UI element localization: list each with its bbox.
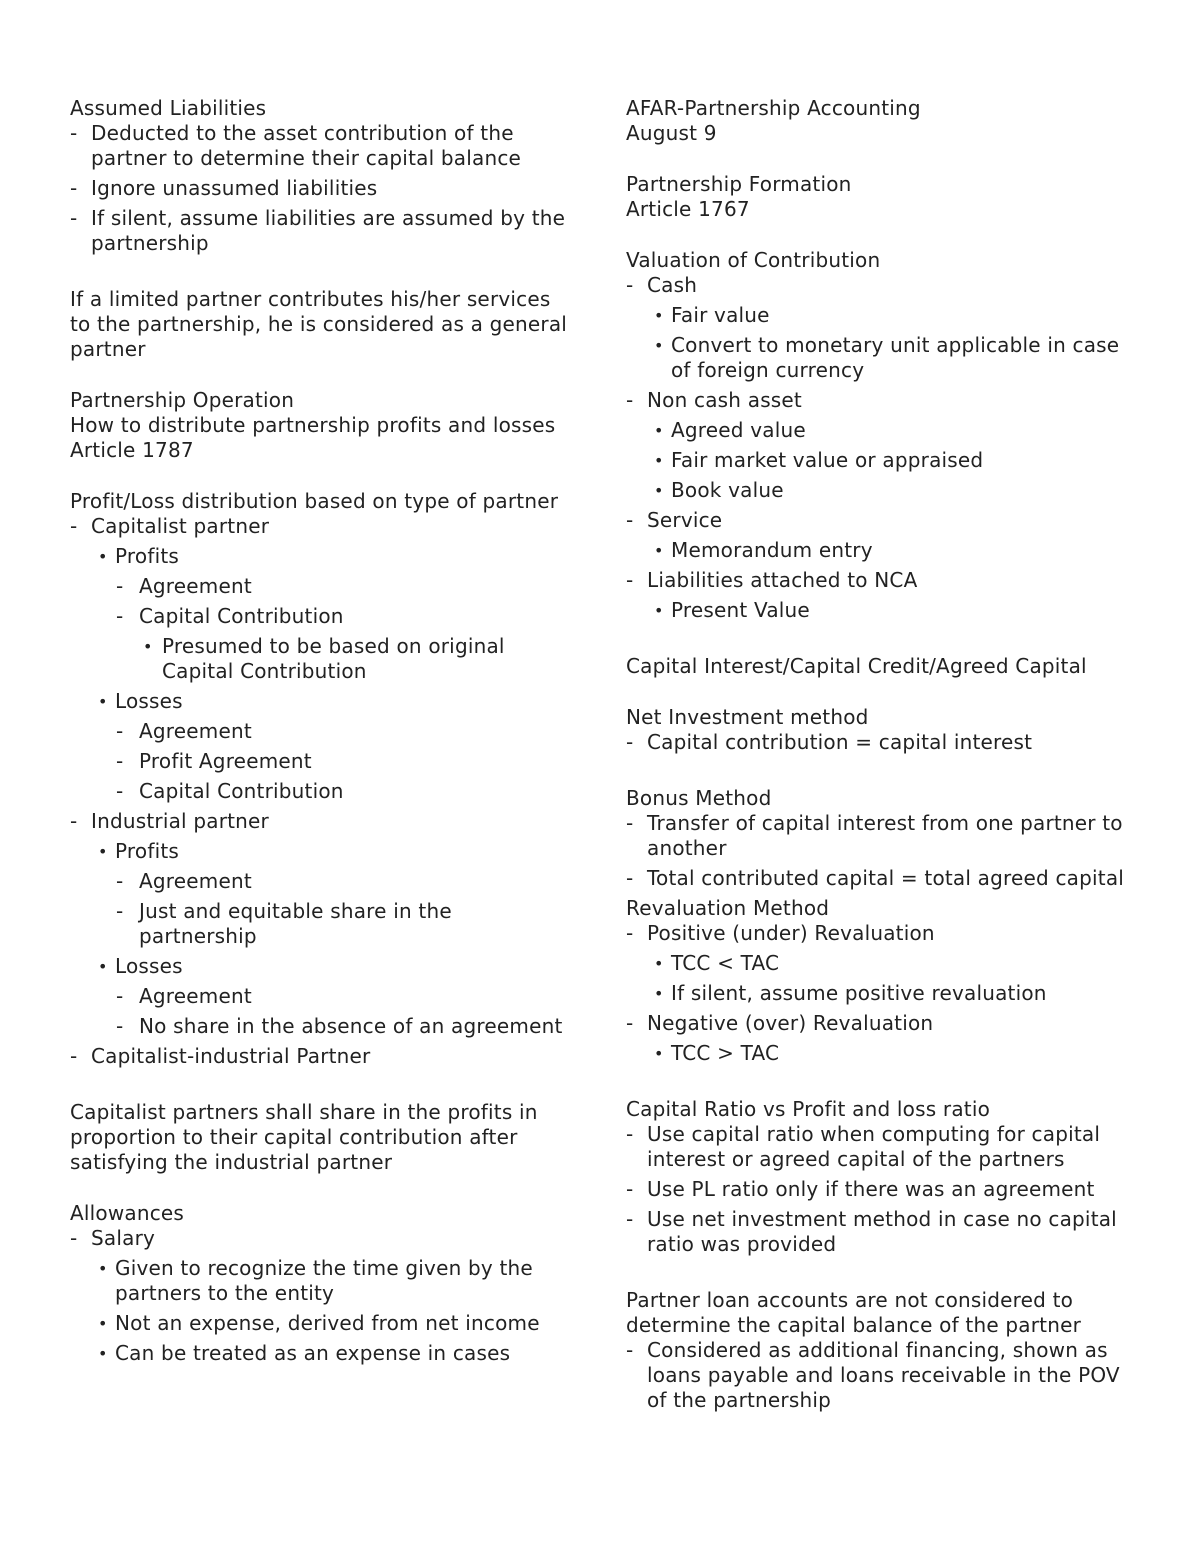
list-item-text: Memorandum entry [671, 538, 873, 562]
list-item-text: Agreement [139, 984, 252, 1008]
list-item-text: Use PL ratio only if there was an agreement [647, 1177, 1095, 1201]
dash-icon: - [116, 899, 124, 923]
dash-icon: - [70, 176, 78, 200]
list-item-text: TCC > TAC [671, 1041, 780, 1065]
list-item-text: Considered as additional financing, shown as loans payable and loans receivable in the POV of the partnership [647, 1338, 1120, 1412]
list-item-level-3 [70, 899, 570, 949]
paragraph: Partnership Formation [626, 172, 852, 196]
list-item-level-1 [626, 866, 1141, 891]
bullet-icon: • [654, 984, 664, 1003]
list-item-level-2 [70, 1341, 570, 1366]
list-item-text: Given to recognize the time given by the partners to the entity [115, 1256, 533, 1305]
dash-icon: - [116, 604, 124, 628]
list-item-level-1 [626, 388, 1141, 413]
paragraph: Bonus Method [626, 786, 772, 810]
dash-icon: - [116, 984, 124, 1008]
list-item-level-2 [626, 981, 1141, 1006]
list-item-level-1 [70, 1044, 570, 1069]
spacer [70, 362, 570, 388]
dash-icon: - [626, 866, 634, 890]
list-item-text: Use capital ratio when computing for capital interest or agreed capital of the partners [647, 1122, 1101, 1171]
right-column [626, 96, 1141, 1418]
list-item-level-1 [70, 514, 570, 539]
list-item-level-2 [70, 689, 570, 714]
list-item-level-2 [626, 333, 1141, 383]
bullet-icon: • [654, 481, 664, 500]
list-item-level-1 [70, 206, 570, 256]
dash-icon: - [70, 206, 78, 230]
list-item-text: Liabilities attached to NCA [647, 568, 918, 592]
spacer [70, 1074, 570, 1100]
paragraph: Profit/Loss distribution based on type of partner [70, 489, 559, 513]
list-item-text: Capitalist partner [91, 514, 270, 538]
dash-icon: - [626, 1122, 634, 1146]
list-item-level-1 [70, 1226, 570, 1251]
bullet-icon: • [98, 547, 108, 566]
spacer [626, 222, 1141, 248]
list-item-text: Use net investment method in case no capital ratio was provided [647, 1207, 1117, 1256]
list-item-text: Fair value [671, 303, 770, 327]
list-item-text: Can be treated as an expense in cases [115, 1341, 511, 1365]
bullet-icon: • [654, 954, 664, 973]
dash-icon: - [116, 749, 124, 773]
paragraph: If a limited partner contributes his/her services to the partnership, he is considered as a general partner [70, 287, 568, 361]
list-item-level-2 [70, 839, 570, 864]
bullet-icon: • [654, 451, 664, 470]
list-item-text: TCC < TAC [671, 951, 780, 975]
paragraph: Article 1787 [70, 438, 194, 462]
dash-icon: - [116, 779, 124, 803]
list-item-text: Book value [671, 478, 784, 502]
list-item-level-2 [626, 478, 1141, 503]
bullet-icon: • [98, 957, 108, 976]
list-item-text: Agreement [139, 719, 252, 743]
bullet-icon: • [654, 1044, 664, 1063]
spacer [626, 679, 1141, 705]
spacer [626, 628, 1141, 654]
list-item-level-4 [70, 634, 570, 684]
list-item-text: Salary [91, 1226, 156, 1250]
list-item-level-3 [70, 984, 570, 1009]
paragraph: Valuation of Contribution [626, 248, 881, 272]
list-item-text: If silent, assume positive revaluation [671, 981, 1047, 1005]
list-item-level-3 [70, 749, 570, 774]
list-item-text: Profits [115, 544, 179, 568]
paragraph: Net Investment method [626, 705, 869, 729]
bullet-icon: • [654, 421, 664, 440]
list-item-level-1 [626, 1207, 1141, 1257]
dash-icon: - [626, 1207, 634, 1231]
list-item-text: Not an expense, derived from net income [115, 1311, 540, 1335]
paragraph: Capitalist partners shall share in the profits in proportion to their capital contribution after satisfying the industrial partner [70, 1100, 538, 1174]
paragraph: August 9 [626, 121, 717, 145]
list-item-level-2 [626, 303, 1141, 328]
list-item-text: Capital contribution = capital interest [647, 730, 1033, 754]
spacer [70, 1175, 570, 1201]
list-item-text: Agreement [139, 869, 252, 893]
paragraph: How to distribute partnership profits and losses [70, 413, 556, 437]
paragraph: Partnership Operation [70, 388, 295, 412]
list-item-level-1 [626, 273, 1141, 298]
list-item-text: Capital Contribution [139, 604, 344, 628]
list-item-level-1 [626, 1338, 1141, 1413]
list-item-level-2 [626, 538, 1141, 563]
list-item-text: Cash [647, 273, 698, 297]
list-item-level-1 [626, 1122, 1141, 1172]
dash-icon: - [70, 514, 78, 538]
spacer [70, 463, 570, 489]
list-item-level-3 [70, 574, 570, 599]
dash-icon: - [626, 273, 634, 297]
paragraph: Article 1767 [626, 197, 750, 221]
list-item-text: Profit Agreement [139, 749, 312, 773]
list-item-level-1 [626, 1011, 1141, 1036]
list-item-text: Negative (over) Revaluation [647, 1011, 934, 1035]
list-item-level-2 [70, 544, 570, 569]
list-item-level-1 [626, 568, 1141, 593]
dash-icon: - [116, 719, 124, 743]
left-column [70, 96, 570, 1371]
list-item-level-1 [626, 811, 1141, 861]
list-item-text: Positive (under) Revaluation [647, 921, 935, 945]
list-item-text: Transfer of capital interest from one partner to another [647, 811, 1123, 860]
paragraph: Capital Interest/Capital Credit/Agreed Capital [626, 654, 1087, 678]
list-item-text: Presumed to be based on original Capital Contribution [162, 634, 505, 683]
dash-icon: - [116, 574, 124, 598]
paragraph: Revaluation Method [626, 896, 830, 920]
dash-icon: - [626, 508, 634, 532]
list-item-level-2 [626, 1041, 1141, 1066]
dash-icon: - [626, 568, 634, 592]
dash-icon: - [70, 809, 78, 833]
list-item-text: Convert to monetary unit applicable in case of foreign currency [671, 333, 1120, 382]
dash-icon: - [70, 1226, 78, 1250]
list-item-level-2 [70, 954, 570, 979]
list-item-level-1 [70, 121, 570, 171]
paragraph: Allowances [70, 1201, 185, 1225]
list-item-level-2 [70, 1311, 570, 1336]
bullet-icon: • [654, 601, 664, 620]
list-item-level-3 [70, 779, 570, 804]
bullet-icon: • [654, 306, 664, 325]
spacer [626, 1071, 1141, 1097]
list-item-level-1 [70, 176, 570, 201]
list-item-level-2 [626, 951, 1141, 976]
paragraph: Capital Ratio vs Profit and loss ratio [626, 1097, 991, 1121]
spacer [626, 1262, 1141, 1288]
dash-icon: - [626, 921, 634, 945]
bullet-icon: • [98, 842, 108, 861]
list-item-level-2 [626, 418, 1141, 443]
list-item-text: If silent, assume liabilities are assumed by the partnership [91, 206, 566, 255]
list-item-text: Fair market value or appraised [671, 448, 984, 472]
list-item-text: Agreed value [671, 418, 806, 442]
list-item-text: Just and equitable share in the partnership [139, 899, 452, 948]
dash-icon: - [626, 1011, 634, 1035]
list-item-text: Present Value [671, 598, 810, 622]
dash-icon: - [626, 1338, 634, 1362]
dash-icon: - [70, 1044, 78, 1068]
list-item-text: Industrial partner [91, 809, 269, 833]
spacer [626, 146, 1141, 172]
list-item-level-1 [626, 508, 1141, 533]
paragraph: Assumed Liabilities [70, 96, 267, 120]
bullet-icon: • [98, 1314, 108, 1333]
bullet-icon: • [654, 336, 664, 355]
list-item-level-1 [626, 921, 1141, 946]
list-item-text: No share in the absence of an agreement [139, 1014, 563, 1038]
list-item-level-3 [70, 1014, 570, 1039]
list-item-level-1 [70, 809, 570, 834]
list-item-text: Service [647, 508, 723, 532]
dash-icon: - [626, 388, 634, 412]
list-item-level-2 [626, 448, 1141, 473]
dash-icon: - [116, 1014, 124, 1038]
list-item-level-3 [70, 604, 570, 629]
paragraph: AFAR-Partnership Accounting [626, 96, 921, 120]
list-item-text: Profits [115, 839, 179, 863]
list-item-level-3 [70, 869, 570, 894]
dash-icon: - [626, 811, 634, 835]
dash-icon: - [70, 121, 78, 145]
list-item-level-2 [70, 1256, 570, 1306]
list-item-text: Losses [115, 954, 183, 978]
list-item-text: Losses [115, 689, 183, 713]
list-item-level-1 [626, 730, 1141, 755]
bullet-icon: • [98, 692, 108, 711]
list-item-text: Capitalist-industrial Partner [91, 1044, 371, 1068]
bullet-icon: • [98, 1344, 108, 1363]
bullet-icon: • [143, 637, 153, 656]
bullet-icon: • [654, 541, 664, 560]
dash-icon: - [116, 869, 124, 893]
list-item-level-1 [626, 1177, 1141, 1202]
list-item-text: Non cash asset [647, 388, 802, 412]
list-item-text: Capital Contribution [139, 779, 344, 803]
list-item-text: Total contributed capital = total agreed capital [647, 866, 1125, 890]
dash-icon: - [626, 730, 634, 754]
spacer [70, 261, 570, 287]
dash-icon: - [626, 1177, 634, 1201]
list-item-text: Agreement [139, 574, 252, 598]
list-item-level-3 [70, 719, 570, 744]
list-item-text: Deducted to the asset contribution of the partner to determine their capital balance [91, 121, 522, 170]
list-item-level-2 [626, 598, 1141, 623]
spacer [626, 760, 1141, 786]
paragraph: Partner loan accounts are not considered to determine the capital balance of the partner [626, 1288, 1082, 1337]
bullet-icon: • [98, 1259, 108, 1278]
list-item-text: Ignore unassumed liabilities [91, 176, 378, 200]
